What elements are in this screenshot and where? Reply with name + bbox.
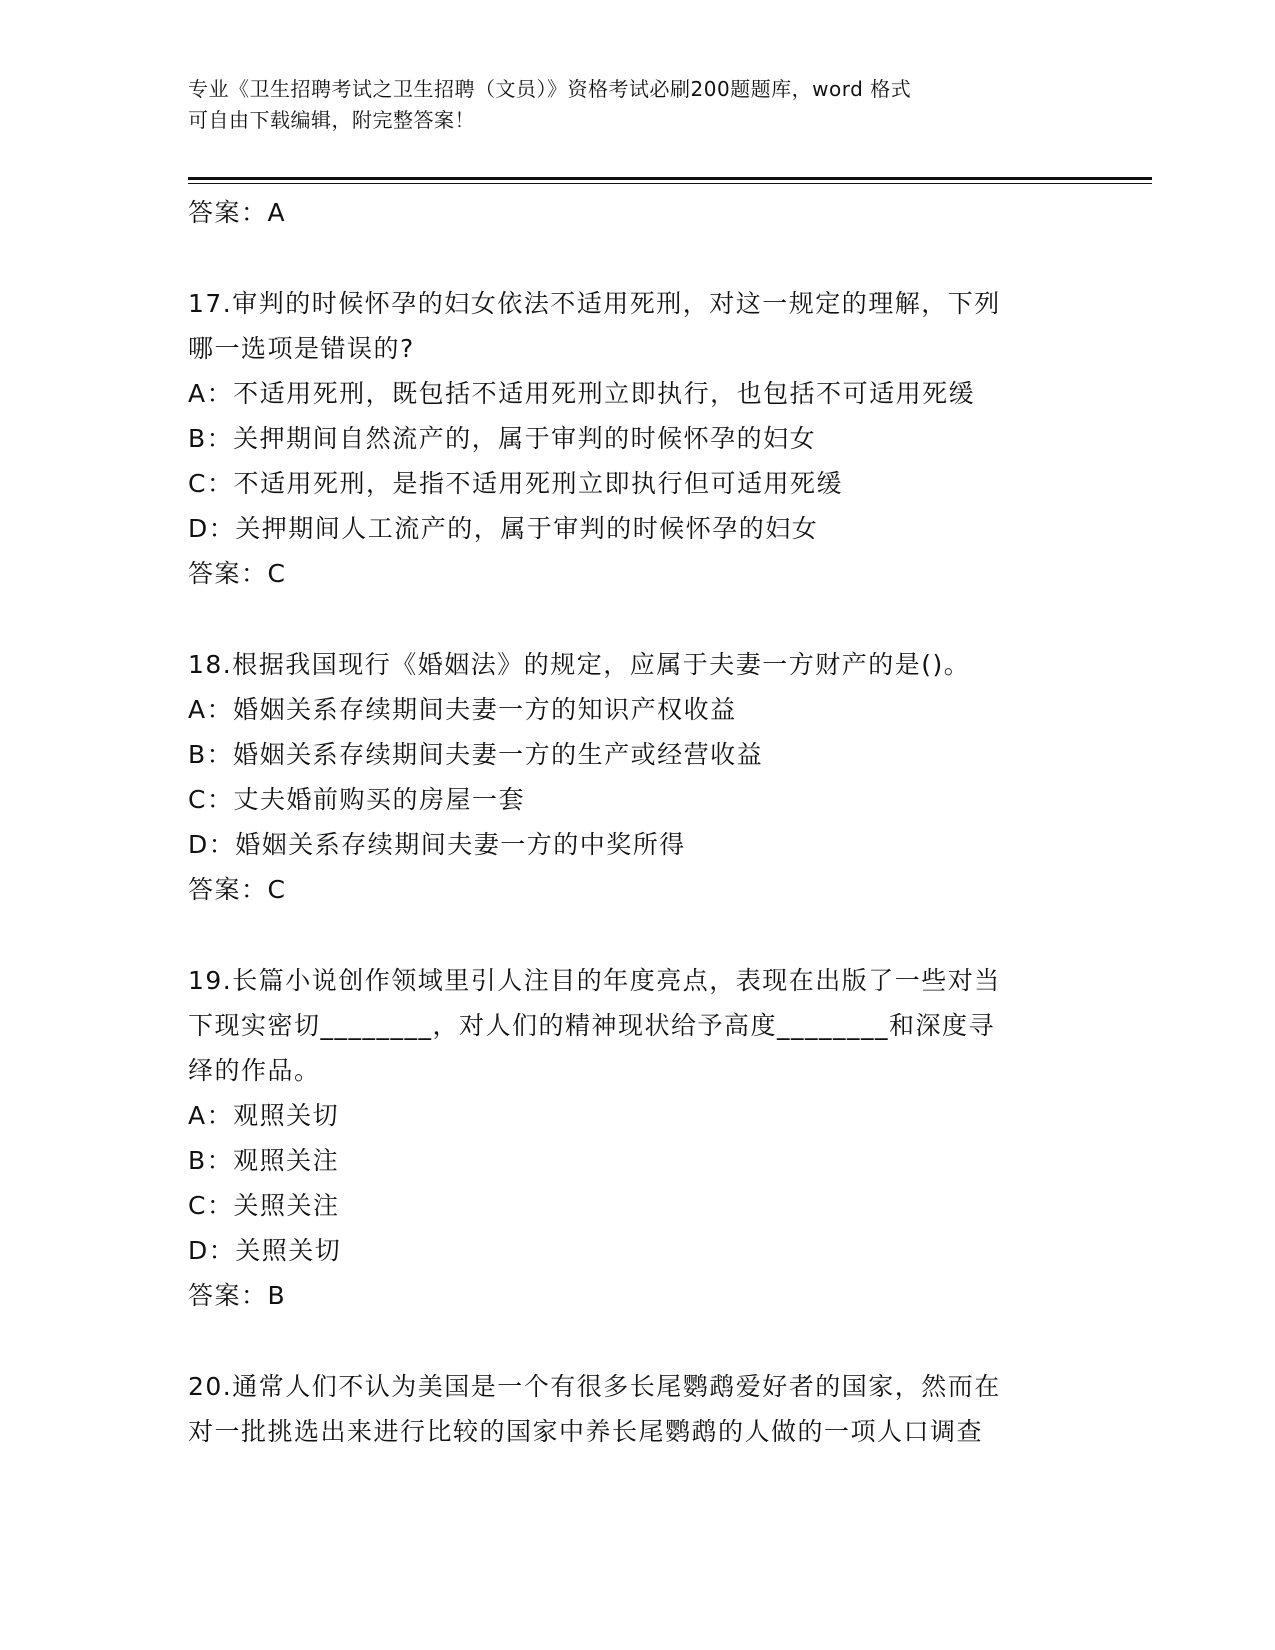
answer-key: 答案：C	[188, 559, 287, 588]
question-text: 对一批挑选出来进行比较的国家中养长尾鹦鹉的人做的一项人口调查	[188, 1417, 984, 1446]
question-text: 19.长篇小说创作领域里引人注目的年度亮点，表现在出版了一些对当	[188, 966, 1001, 995]
header-divider-thick	[188, 177, 1152, 180]
header-line-2: 可自由下载编辑，附完整答案！	[188, 108, 475, 132]
answer-option: A：不适用死刑，既包括不适用死刑立即执行，也包括不可适用死缓	[188, 379, 976, 408]
answer-option: A：婚姻关系存续期间夫妻一方的知识产权收益	[188, 695, 737, 724]
questions-container	[188, 281, 1088, 1454]
answer-key: 答案：C	[188, 875, 287, 904]
question-block	[188, 642, 1088, 912]
answer-option: D：关押期间人工流产的，属于审判的时候怀孕的妇女	[188, 514, 819, 543]
question-text: 20.通常人们不认为美国是一个有很多长尾鹦鹉爱好者的国家，然而在	[188, 1372, 1001, 1401]
question-block	[188, 958, 1088, 1318]
header-line-1: 专业《卫生招聘考试之卫生招聘（文员）》资格考试必刷200题题库，word 格式	[188, 77, 912, 101]
answer-option: C：丈夫婚前购买的房屋一套	[188, 785, 525, 814]
answer-option: B：观照关注	[188, 1146, 340, 1175]
answer-option: A：观照关切	[188, 1101, 340, 1130]
answer-option: B：关押期间自然流产的，属于审判的时候怀孕的妇女	[188, 424, 817, 453]
document-header	[188, 74, 1068, 136]
question-block	[188, 1364, 1088, 1454]
question-text: 17.审判的时候怀孕的妇女依法不适用死刑，对这一规定的理解，下列	[188, 289, 1001, 318]
question-text: 下现实密切________，对人们的精神现状给予高度________和深度寻	[188, 1011, 996, 1040]
question-list	[188, 190, 1088, 1454]
previous-answer: 答案：A	[188, 198, 287, 227]
answer-option: C：关照关注	[188, 1191, 340, 1220]
answer-option: D：关照关切	[188, 1236, 342, 1265]
question-text: 哪一选项是错误的?	[188, 334, 415, 363]
question-text: 18.根据我国现行《婚姻法》的规定，应属于夫妻一方财产的是()。	[188, 650, 971, 679]
question-block	[188, 281, 1088, 596]
header-divider-thin	[188, 183, 1152, 184]
answer-key: 答案：B	[188, 1281, 287, 1310]
answer-option: D：婚姻关系存续期间夫妻一方的中奖所得	[188, 830, 686, 859]
answer-option: B：婚姻关系存续期间夫妻一方的生产或经营收益	[188, 740, 764, 769]
question-text: 绎的作品。	[188, 1056, 321, 1085]
answer-option: C：不适用死刑，是指不适用死刑立即执行但可适用死缓	[188, 469, 843, 498]
